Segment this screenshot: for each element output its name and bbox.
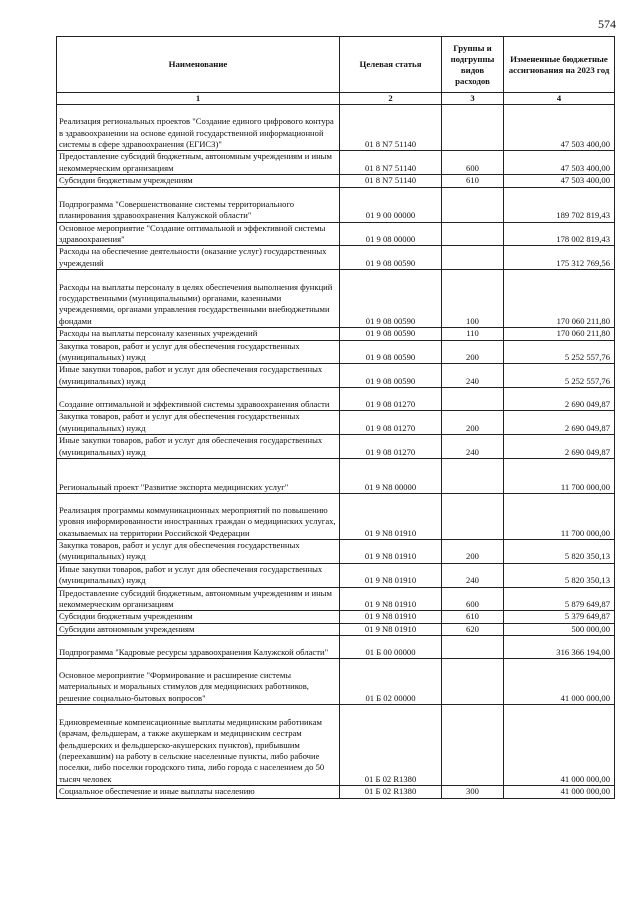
- row-group: 200: [442, 539, 504, 563]
- row-amount: 5 820 350,13: [504, 563, 615, 587]
- row-target: 01 Б 02 R1380: [340, 705, 442, 786]
- row-name: Иные закупки товаров, работ и услуг для обеспечения государственных (муниципальных) нужд: [57, 435, 340, 459]
- row-target: 01 9 08 00590: [340, 364, 442, 388]
- row-amount: 5 820 350,13: [504, 539, 615, 563]
- row-amount: 2 690 049,87: [504, 411, 615, 435]
- column-number: 3: [442, 93, 504, 105]
- row-target: 01 9 00 00000: [340, 187, 442, 222]
- row-name: Основное мероприятие "Формирование и расширение системы материальных и моральных стимулов для медицинских работников, решение социально-бытовых вопросов": [57, 659, 340, 705]
- row-name: Иные закупки товаров, работ и услуг для обеспечения государственных (муниципальных) нужд: [57, 563, 340, 587]
- row-group: 110: [442, 328, 504, 340]
- row-name: Иные закупки товаров, работ и услуг для обеспечения государственных (муниципальных) нужд: [57, 364, 340, 388]
- row-group: [442, 246, 504, 270]
- column-number: 1: [57, 93, 340, 105]
- table-row: [57, 388, 615, 411]
- row-amount: 5 879 649,87: [504, 587, 615, 611]
- row-group: [442, 187, 504, 222]
- table-row: [57, 222, 615, 246]
- row-name: Расходы на обеспечение деятельности (оказание услуг) государственных учреждений: [57, 246, 340, 270]
- row-group: [442, 659, 504, 705]
- table-row: [57, 611, 615, 623]
- column-number: 2: [340, 93, 442, 105]
- table-row: [57, 659, 615, 705]
- row-target: 01 9 08 00000: [340, 222, 442, 246]
- budget-table: [56, 36, 615, 799]
- row-name: Реализация региональных проектов "Создание единого цифрового контура в здравоохранении на основе единой государственной информационной системы в сфере здравоохранения (ЕГИСЗ)": [57, 105, 340, 151]
- table-row: [57, 458, 615, 493]
- table-row: [57, 636, 615, 659]
- row-target: 01 9 N8 01910: [340, 623, 442, 635]
- row-name: Расходы на выплаты персоналу в целях обеспечения выполнения функций государственными (муниципальными) органами, казенными учреждениями, органами управления государственными внебюджетными фондами: [57, 270, 340, 328]
- table-row: [57, 623, 615, 635]
- row-name: Закупка товаров, работ и услуг для обеспечения государственных (муниципальных) нужд: [57, 340, 340, 364]
- table-row: [57, 175, 615, 187]
- row-name: Подпрограмма "Совершенствование системы территориального планирования здравоохранения Калужской области": [57, 187, 340, 222]
- row-target: 01 8 N7 51140: [340, 151, 442, 175]
- row-amount: 11 700 000,00: [504, 458, 615, 493]
- row-name: Предоставление субсидий бюджетным, автономным учреждениям и иным некоммерческим организациям: [57, 587, 340, 611]
- row-target: 01 9 08 01270: [340, 435, 442, 459]
- table-row: [57, 539, 615, 563]
- row-target: 01 9 08 00590: [340, 246, 442, 270]
- row-amount: 5 252 557,76: [504, 340, 615, 364]
- row-target: 01 9 N8 01910: [340, 563, 442, 587]
- row-name: Единовременные компенсационные выплаты медицинским работникам (врачам, фельдшерам, а также акушеркам и медицинским сестрам фельдшерских и фельдшерско-акушерских пунктов), прибывшим (переехавшим) на работу в сельские населенные пункты, либо рабочие поселки, либо поселки городского типа, либо города с населением до 50 тысяч человек: [57, 705, 340, 786]
- header-amount: Измененные бюджетные ассигнования на 2023 год: [504, 37, 615, 93]
- table-row: [57, 493, 615, 539]
- table-row: [57, 270, 615, 328]
- row-name: Субсидии автономным учреждениям: [57, 623, 340, 635]
- table-row: [57, 328, 615, 340]
- row-name: Закупка товаров, работ и услуг для обеспечения государственных (муниципальных) нужд: [57, 411, 340, 435]
- row-group: [442, 222, 504, 246]
- row-target: 01 Б 02 00000: [340, 659, 442, 705]
- table-row: [57, 563, 615, 587]
- row-group: 600: [442, 587, 504, 611]
- row-amount: 170 060 211,80: [504, 270, 615, 328]
- row-target: 01 9 N8 01910: [340, 587, 442, 611]
- row-group: 300: [442, 786, 504, 798]
- header-row: [57, 37, 615, 93]
- table-row: [57, 246, 615, 270]
- column-number: 4: [504, 93, 615, 105]
- row-amount: 170 060 211,80: [504, 328, 615, 340]
- row-group: [442, 493, 504, 539]
- table-row: [57, 786, 615, 798]
- table-row: [57, 705, 615, 786]
- row-target: 01 9 08 00590: [340, 328, 442, 340]
- row-target: 01 9 08 00590: [340, 340, 442, 364]
- row-amount: 178 002 819,43: [504, 222, 615, 246]
- row-amount: 2 690 049,87: [504, 435, 615, 459]
- row-amount: 47 503 400,00: [504, 175, 615, 187]
- table-row: [57, 587, 615, 611]
- row-amount: 41 000 000,00: [504, 705, 615, 786]
- table-row: [57, 435, 615, 459]
- row-amount: 500 000,00: [504, 623, 615, 635]
- row-group: [442, 105, 504, 151]
- row-amount: 11 700 000,00: [504, 493, 615, 539]
- header-groups: Группы и подгруппы видов расходов: [442, 37, 504, 93]
- row-group: 200: [442, 340, 504, 364]
- row-amount: 41 000 000,00: [504, 786, 615, 798]
- row-target: 01 Б 02 R1380: [340, 786, 442, 798]
- row-name: Создание оптимальной и эффективной системы здравоохранения области: [57, 388, 340, 411]
- row-amount: 5 379 649,87: [504, 611, 615, 623]
- row-group: 200: [442, 411, 504, 435]
- header-name: Наименование: [57, 37, 340, 93]
- row-amount: 316 366 194,00: [504, 636, 615, 659]
- row-name: Субсидии бюджетным учреждениям: [57, 175, 340, 187]
- row-group: 610: [442, 611, 504, 623]
- row-amount: 47 503 400,00: [504, 151, 615, 175]
- row-name: Закупка товаров, работ и услуг для обеспечения государственных (муниципальных) нужд: [57, 539, 340, 563]
- row-amount: 175 312 769,56: [504, 246, 615, 270]
- row-amount: 41 000 000,00: [504, 659, 615, 705]
- row-target: 01 9 N8 00000: [340, 458, 442, 493]
- row-group: [442, 636, 504, 659]
- row-group: 240: [442, 435, 504, 459]
- row-target: 01 9 08 01270: [340, 388, 442, 411]
- row-group: [442, 458, 504, 493]
- row-amount: 47 503 400,00: [504, 105, 615, 151]
- row-group: [442, 388, 504, 411]
- row-group: [442, 705, 504, 786]
- table-row: [57, 411, 615, 435]
- row-target: 01 9 N8 01910: [340, 611, 442, 623]
- row-group: 600: [442, 151, 504, 175]
- row-target: 01 9 08 01270: [340, 411, 442, 435]
- row-target: 01 9 N8 01910: [340, 493, 442, 539]
- row-amount: 2 690 049,87: [504, 388, 615, 411]
- row-name: Основное мероприятие "Создание оптимальной и эффективной системы здравоохранения": [57, 222, 340, 246]
- row-name: Социальное обеспечение и иные выплаты населению: [57, 786, 340, 798]
- row-name: Подпрограмма "Кадровые ресурсы здравоохранения Калужской области": [57, 636, 340, 659]
- row-target: 01 9 08 00590: [340, 270, 442, 328]
- row-amount: 5 252 557,76: [504, 364, 615, 388]
- row-name: Реализация программы коммуникационных мероприятий по повышению уровня информированности иностранных граждан о медицинских услугах, оказываемых на территории Российской Федерации: [57, 493, 340, 539]
- page-number: 574: [598, 17, 616, 31]
- row-name: Субсидии бюджетным учреждениям: [57, 611, 340, 623]
- table-row: [57, 364, 615, 388]
- row-name: Предоставление субсидий бюджетным, автономным учреждениям и иным некоммерческим организациям: [57, 151, 340, 175]
- row-target: 01 8 N7 51140: [340, 105, 442, 151]
- table-row: [57, 187, 615, 222]
- row-target: 01 9 N8 01910: [340, 539, 442, 563]
- row-target: 01 Б 00 00000: [340, 636, 442, 659]
- row-target: 01 8 N7 51140: [340, 175, 442, 187]
- table-row: [57, 340, 615, 364]
- row-group: 610: [442, 175, 504, 187]
- row-group: 240: [442, 364, 504, 388]
- row-amount: 189 702 819,43: [504, 187, 615, 222]
- row-group: 100: [442, 270, 504, 328]
- table-row: [57, 151, 615, 175]
- header-target: Целевая статья: [340, 37, 442, 93]
- column-number-row: [57, 93, 615, 105]
- row-name: Расходы на выплаты персоналу казенных учреждений: [57, 328, 340, 340]
- row-group: 620: [442, 623, 504, 635]
- row-name: Региональный проект "Развитие экспорта медицинских услуг": [57, 458, 340, 493]
- row-group: 240: [442, 563, 504, 587]
- table-row: [57, 105, 615, 151]
